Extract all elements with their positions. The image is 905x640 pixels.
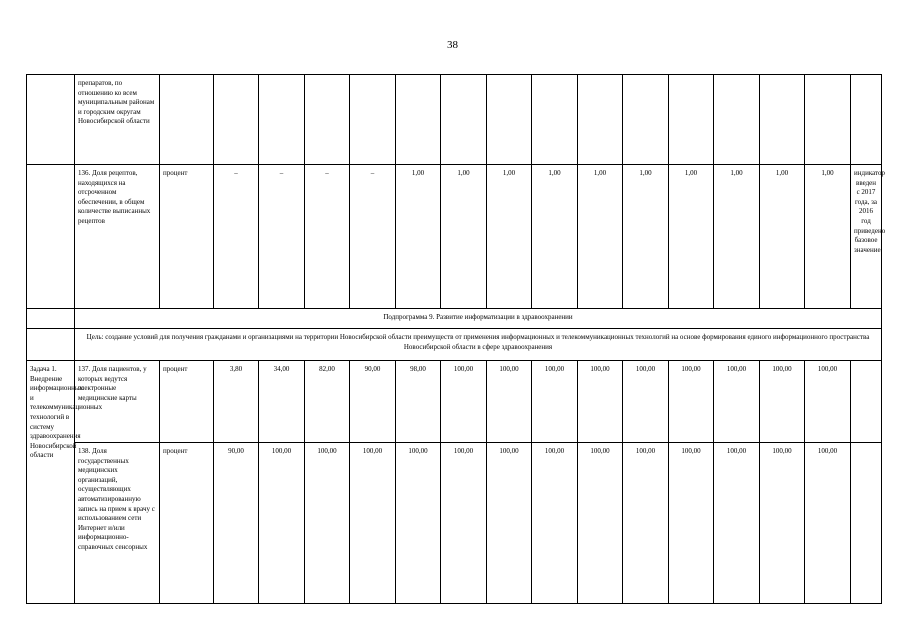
table-row <box>27 75 882 165</box>
value-cell: 100,00 <box>532 443 578 604</box>
value-cell: 100,00 <box>760 443 805 604</box>
value-cell: 100,00 <box>805 443 851 604</box>
value-cell: 100,00 <box>714 443 760 604</box>
task-cell <box>27 329 75 361</box>
value-cell: 100,00 <box>623 361 669 443</box>
value-cell: 90,00 <box>214 443 259 604</box>
unit-cell <box>160 75 214 165</box>
value-cell: 1,00 <box>487 165 532 309</box>
unit-cell: процент <box>160 361 214 443</box>
value-cell: 100,00 <box>805 361 851 443</box>
unit-cell: процент <box>160 165 214 309</box>
value-cell: 100,00 <box>760 361 805 443</box>
task-cell <box>27 75 75 165</box>
task-cell: Задача 1. Внедрение информационных и телекоммуникационных технологий в систему здравоохранения Новосибирской области <box>27 361 75 604</box>
note-cell: индикатор введен с 2017 года, за 2016 год приведено базовое значение <box>851 165 882 309</box>
value-cell: 100,00 <box>669 443 714 604</box>
value-cell: 90,00 <box>350 361 396 443</box>
value-cell: 100,00 <box>441 443 487 604</box>
value-cell: 100,00 <box>487 361 532 443</box>
task-cell <box>27 309 75 329</box>
subprogram-title: Подпрограмма 9. Развитие информатизации в здравоохранении <box>75 309 882 329</box>
value-cell: 100,00 <box>350 443 396 604</box>
value-cell: 1,00 <box>578 165 623 309</box>
value-cell: 1,00 <box>441 165 487 309</box>
value-cell: 1,00 <box>532 165 578 309</box>
value-cell: 100,00 <box>714 361 760 443</box>
table-row <box>27 443 882 604</box>
value-cell: 34,00 <box>259 361 305 443</box>
value-cell: – <box>259 165 305 309</box>
value-cell: 1,00 <box>669 165 714 309</box>
value-cell: 98,00 <box>396 361 441 443</box>
indicator-cell: препаратов, по отношению ко всем муниципальным районам и городским округам Новосибирской области <box>75 75 160 165</box>
value-cell: 1,00 <box>396 165 441 309</box>
table-row <box>27 329 882 361</box>
page-number: 38 <box>447 39 458 51</box>
value-cell: 100,00 <box>396 443 441 604</box>
note-cell <box>851 443 882 604</box>
note-cell <box>851 361 882 443</box>
table-row <box>27 361 882 443</box>
indicators-table <box>26 74 886 604</box>
indicator-cell: 136. Доля рецептов, находящихся на отсроченном обеспечении, в общем количестве выписанных рецептов <box>75 165 160 309</box>
task-cell <box>27 165 75 309</box>
value-cell: 100,00 <box>487 443 532 604</box>
value-cell: 1,00 <box>623 165 669 309</box>
value-cell: 1,00 <box>714 165 760 309</box>
value-cell: – <box>305 165 350 309</box>
value-cell: 100,00 <box>532 361 578 443</box>
value-cell: 3,80 <box>214 361 259 443</box>
value-cell: 82,00 <box>305 361 350 443</box>
value-cell: 100,00 <box>669 361 714 443</box>
value-cell: 100,00 <box>623 443 669 604</box>
value-cell: 100,00 <box>305 443 350 604</box>
unit-cell: процент <box>160 443 214 604</box>
indicator-cell: 137. Доля пациентов, у которых ведутся электронные медицинские карты <box>75 361 160 443</box>
value-cell: 100,00 <box>578 361 623 443</box>
value-cell: 1,00 <box>760 165 805 309</box>
value-cell: – <box>214 165 259 309</box>
table-row <box>27 165 882 309</box>
table-row <box>27 309 882 329</box>
value-cell: 100,00 <box>441 361 487 443</box>
note-cell <box>851 75 882 165</box>
value-cell: 1,00 <box>805 165 851 309</box>
indicator-cell: 138. Доля государственных медицинских организаций, осуществляющих автоматизированную запись на прием к врачу с использованием сети Интернет и/или информационно-справочных сенсорных <box>75 443 160 604</box>
goal-text: Цель: создание условий для получения гражданами и организациями на территории Новосибирской области преимуществ от применения информационных и телекоммуникационных технологий на основе формирования единого информационного пространства Новосибирской области в сфере здравоохранения <box>75 329 882 361</box>
value-cell: 100,00 <box>259 443 305 604</box>
value-cell: 100,00 <box>578 443 623 604</box>
value-cell: – <box>350 165 396 309</box>
